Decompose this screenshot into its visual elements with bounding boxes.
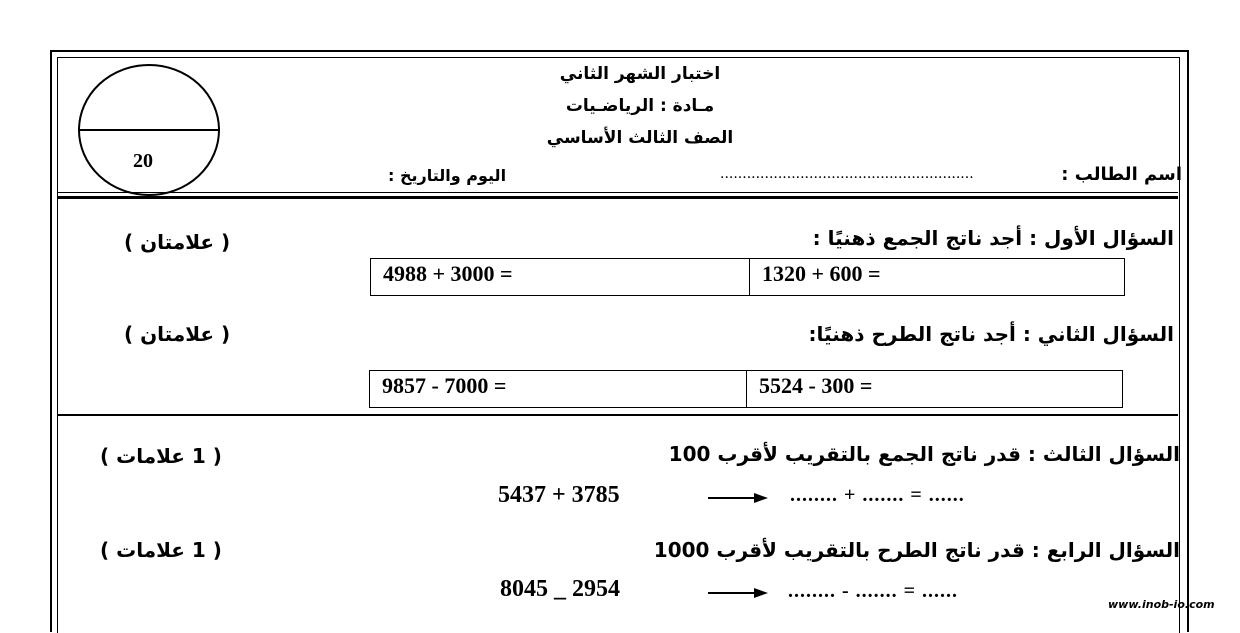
score-circle (76, 62, 222, 198)
question-3-answer[interactable]: ........ + ....... = ...... (790, 484, 965, 506)
question-2-cell-right[interactable]: 5524 - 300 = (746, 371, 1122, 407)
question-1-text: السؤال الأول : أجد ناتج الجمع ذهنيًا : (812, 226, 1174, 250)
question-2-text: السؤال الثاني : أجد ناتج الطرح ذهنيًا: (808, 322, 1174, 346)
score-total: 20 (133, 150, 153, 172)
question-3-marks: ( 1 علامات ) (100, 444, 222, 468)
arrow-right-icon (708, 490, 768, 506)
question-4-expression: 8045 _ 2954 (500, 576, 620, 602)
student-name-field[interactable]: ......................................................... (720, 166, 974, 182)
question-4-text: السؤال الرابع : قدر ناتج الطرح بالتقريب لأقرب 1000 (653, 538, 1180, 562)
subject-title: مـادة : الرياضـيات (565, 96, 715, 116)
grade-title: الصف الثالث الأساسي (546, 128, 734, 148)
question-3-expression: 5437 + 3785 (498, 482, 620, 508)
question-4-marks: ( 1 علامات ) (100, 538, 222, 562)
header-divider-thin (58, 192, 1178, 193)
exam-title: اختبار الشهر الثاني (559, 64, 721, 84)
question-3-text: السؤال الثالث : قدر ناتج الجمع بالتقريب لأقرب 100 (668, 442, 1180, 466)
question-2-box (369, 370, 1123, 408)
question-2-cell-left[interactable]: 9857 - 7000 = (382, 373, 507, 398)
arrow-right-icon (708, 585, 768, 601)
header-divider (58, 196, 1178, 199)
section-divider (58, 414, 1178, 416)
question-4-answer[interactable]: ........ - ....... = ...... (788, 580, 959, 602)
question-1-cell-right[interactable]: 1320 + 600 = (749, 259, 1124, 295)
question-1-box (370, 258, 1125, 296)
date-label: اليوم والتاريخ : (388, 166, 507, 185)
site-watermark: www.inob-io.com (1108, 598, 1215, 611)
question-1-marks: ( علامتان ) (124, 230, 231, 254)
question-1-cell-left[interactable]: 4988 + 3000 = (383, 261, 513, 286)
student-name-label: اسم الطالب : (1061, 164, 1182, 185)
question-2-marks: ( علامتان ) (124, 322, 231, 346)
